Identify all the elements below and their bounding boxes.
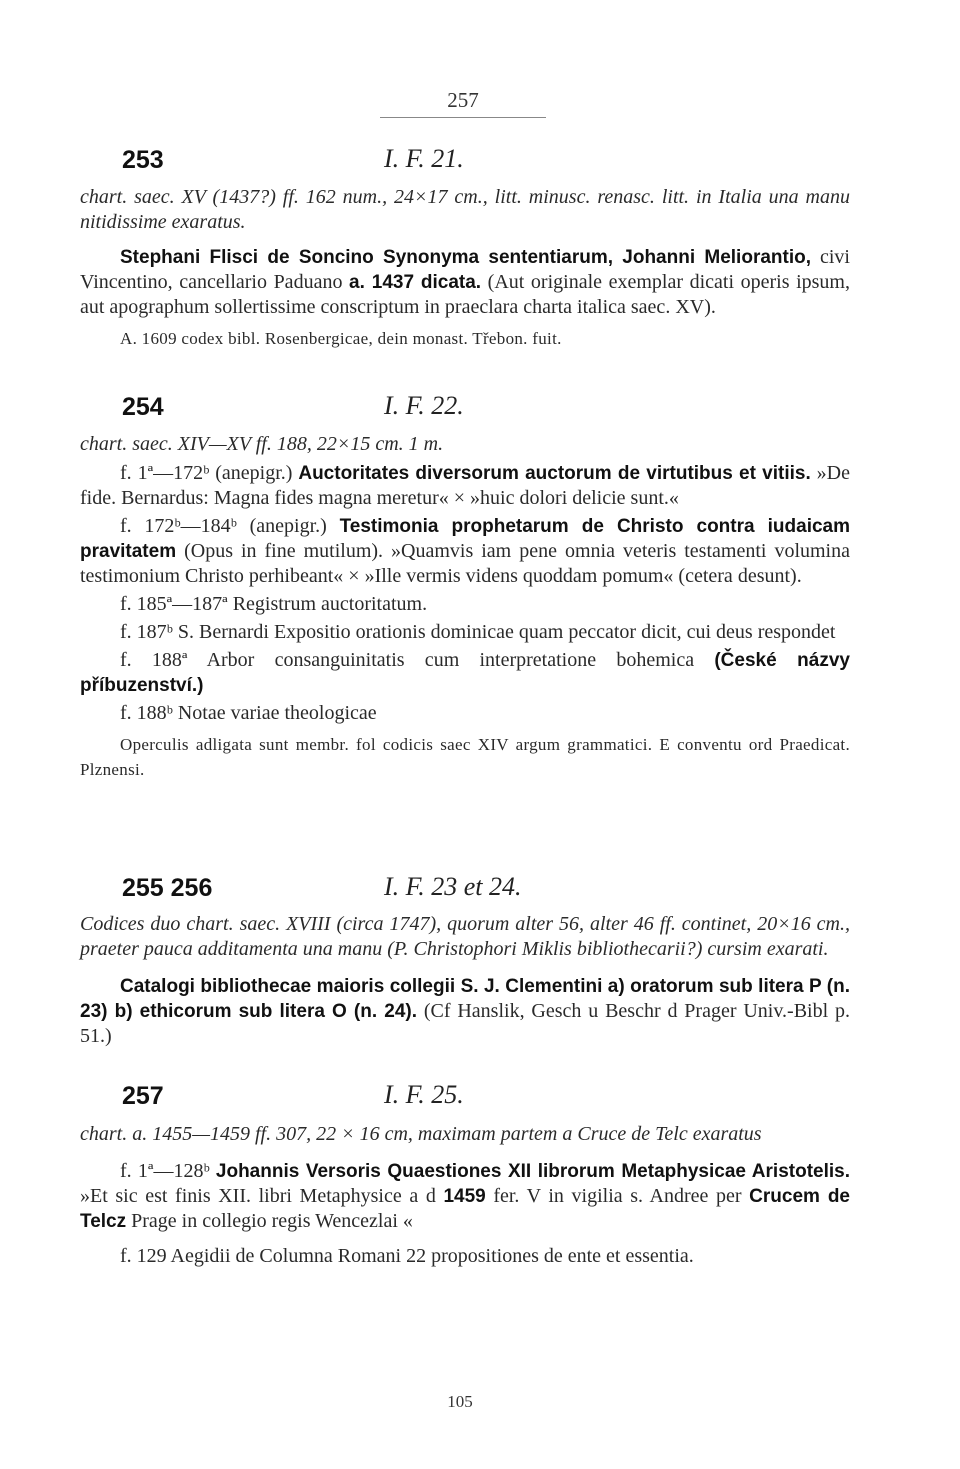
- item-text: f. 188ª Arbor consanguinitatis cum interpretatione bohemica: [120, 649, 715, 671]
- item-text: »Et sic est finis XII. libri Metaphysice a d: [80, 1185, 444, 1207]
- footer-page-number: 105: [447, 1392, 473, 1411]
- entry-description: Codices duo chart. saec. XVIII (circa 1747), quorum alter 56, alter 46 ff. continet, 20×16 cm., praeter pauca additamenta una manu (P. Christophori Miklis bibliothecarii?) cursim exarati.: [80, 913, 850, 960]
- entry-provenance: A. 1609 codex bibl. Rosenbergicae, dein monast. Třebon. fuit.: [120, 329, 562, 348]
- entry-number: 253: [122, 146, 164, 174]
- item-title: (České názvy příbuzenství.): [80, 650, 850, 696]
- entry-253-body: [80, 185, 850, 351]
- entry-257-body: [80, 1122, 850, 1269]
- entry-item: f. 185ª—187ª Registrum auctoritatum.: [120, 593, 428, 615]
- entry-content: [80, 245, 850, 320]
- entry-content: [80, 974, 850, 1049]
- item-year: 1459: [443, 1186, 486, 1207]
- entry-255-256-body: [80, 912, 850, 1049]
- item-title: Auctoritates diversorum auctorum de virtutibus et vitiis.: [298, 463, 811, 484]
- entry-item: [80, 648, 850, 698]
- entry-text: civi Vincentino, cancellario Paduano: [80, 246, 850, 293]
- entry-text: (Aut originale exemplar dicati operis ipsum, aut apographum sollertissime conscriptum in praeclara charta italica saec. XV).: [80, 271, 850, 318]
- entry-item: [80, 514, 850, 589]
- entry-item: [80, 461, 850, 511]
- entry-title: Catalogi bibliothecae maioris collegii S. J. Clementini a) oratorum sub litera P (n. 23) b) ethicorum sub litera O (n. 24).: [80, 976, 850, 1022]
- entry-item: f. 188ᵇ Notae variae theologicae: [120, 702, 377, 724]
- entry-description: chart. saec. XIV—XV ff. 188, 22×15 cm. 1 m.: [80, 433, 444, 455]
- item-folio: f. 172ᵇ—184ᵇ (anepigr.): [120, 515, 340, 537]
- entry-note: Operculis adligata sunt membr. fol codicis saec XIV argum grammatici. E conventu ord Praedicat. Plznensi.: [80, 735, 850, 779]
- entry-number: 255 256: [122, 874, 213, 902]
- entry-description: chart. saec. XV (1437?) ff. 162 num., 24×17 cm., litt. minusc. renasc. litt. in Italia una manu nitidissime exaratus.: [80, 186, 850, 233]
- item-title: Johannis Versoris Quaestiones XII librorum Metaphysicae Aristotelis.: [215, 1161, 850, 1182]
- entry-254-body: [80, 432, 850, 782]
- item-text: (Opus in fine mutilum). »Quamvis iam pene omnia veteris testamenti volumina testimonium Christo perhibeant« × »Ille vermis videns quoddam pomum« (cetera desunt).: [80, 540, 850, 587]
- entry-number: 257: [122, 1082, 164, 1110]
- item-title: Testimonia prophetarum de Christo contra iudaicam pravitatem: [80, 516, 850, 562]
- item-folio: f. 1ª—172ᵇ (anepigr.): [120, 462, 299, 484]
- item-scribe: Crucem de Telcz: [80, 1186, 850, 1232]
- item-text: fer. V in vigilia s. Andree per: [485, 1185, 750, 1207]
- entry-number: 254: [122, 393, 164, 421]
- entry-description: chart. a. 1455—1459 ff. 307, 22 × 16 cm, maximam partem a Cruce de Telc exaratus: [80, 1123, 762, 1145]
- item-folio: f. 1ª—128ᵇ: [120, 1160, 216, 1182]
- entry-item: f. 187ᵇ S. Bernardi Expositio orationis dominicae quam peccator dicit, cui deus respondet: [120, 621, 836, 643]
- entry-date: a. 1437 dicata.: [349, 272, 482, 293]
- entry-signature: I. F. 22.: [384, 391, 464, 420]
- header-rule: [380, 117, 546, 118]
- entry-item: f. 129 Aegidii de Columna Romani 22 propositiones de ente et essentia.: [120, 1245, 694, 1267]
- entry-signature: I. F. 21.: [384, 144, 464, 173]
- entry-signature: I. F. 25.: [384, 1080, 464, 1109]
- item-text: Prage in collegio regis Wencezlai «: [126, 1210, 413, 1232]
- entry-title: Stephani Flisci de Soncino Synonyma sententiarum, Johanni Meliorantio,: [120, 247, 811, 268]
- entry-item: [80, 1159, 850, 1234]
- running-page-number: 257: [447, 88, 479, 112]
- entry-text: (Cf Hanslik, Gesch u Beschr d Prager Univ.-Bibl p. 51.): [80, 1000, 850, 1047]
- item-text: »De fide. Bernardus: Magna fides magna meretur« × »huic dolori delicie sunt.«: [80, 462, 850, 509]
- entry-signature: I. F. 23 et 24.: [384, 872, 522, 901]
